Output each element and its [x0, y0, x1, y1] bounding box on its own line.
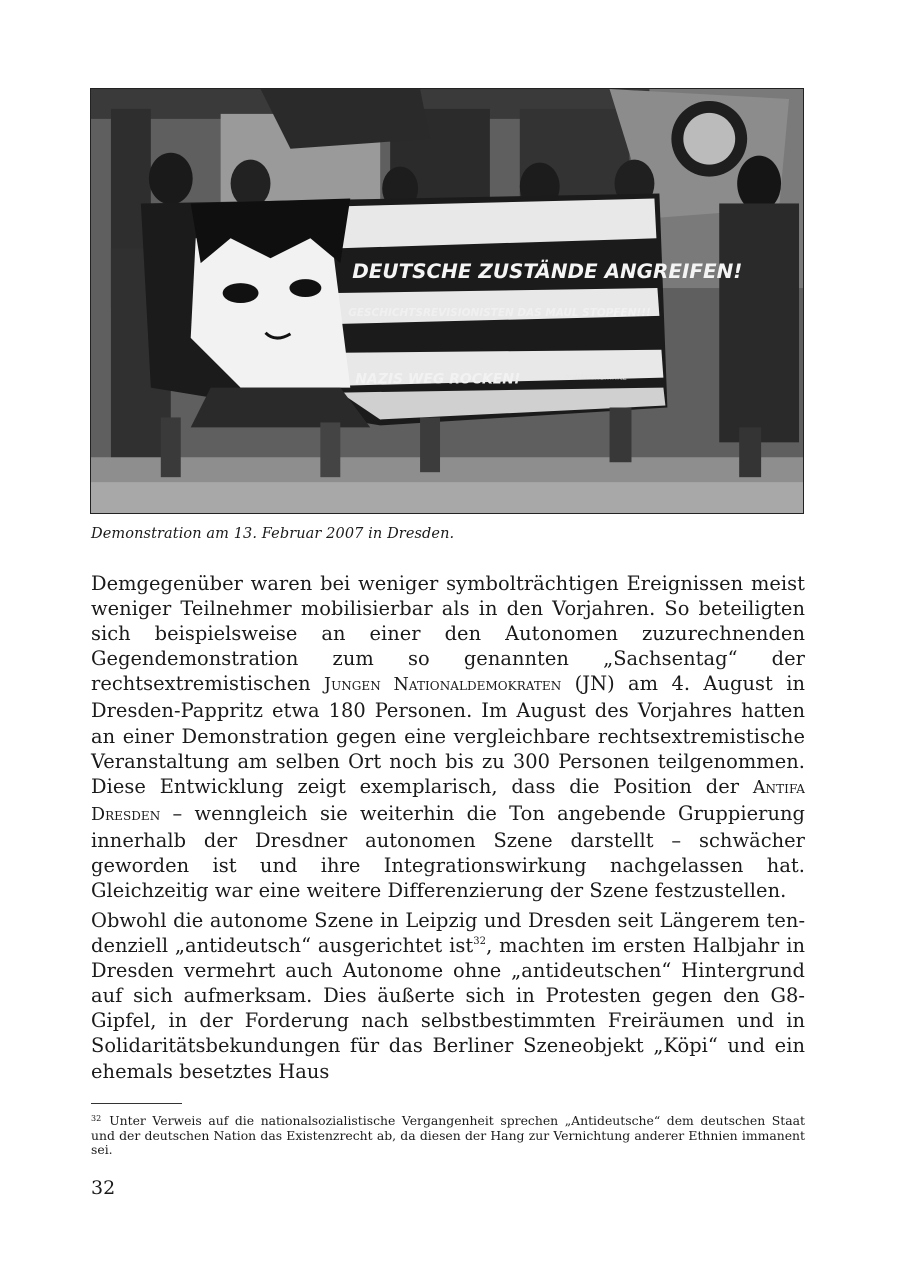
page-number: 32	[91, 1177, 116, 1199]
banner-text-1: DEUTSCHE ZUSTÄNDE ANGREIFEN!	[352, 260, 743, 284]
footnote-number: 32	[91, 1114, 102, 1123]
footnote	[91, 1112, 805, 1158]
footnote-divider	[91, 1103, 182, 1104]
banner-text-2: GESCHICHTSREVISIONISTEN DAS MAUL STOPFEN!!!	[348, 306, 651, 319]
org-name-jn: Jungen Nationaldemokraten	[324, 675, 562, 696]
banner-text-3: NAZIS WEG ROCKEN!	[355, 371, 521, 388]
paragraph-2-text-a: Obwohl die autonome Szene in Leipzig und Dresden seit Längerem tendenziell „antideutsch“ ausgerichtet ist	[91, 909, 805, 958]
footnote-reference[interactable]: 32	[473, 936, 487, 948]
footnote-text: Unter Verweis auf die nationalsozialistische Vergangenheit sprechen „Antideutsche“ dem deutschen Staat und der deutschen Nation das Existenzrecht ab, da diesen der Hang zur Vernichtung anderer Ethnien immanent sei.	[91, 1113, 805, 1157]
paragraph-1-text-c: – wenngleich sie weiterhin die Ton angebende Gruppierung innerhalb der Dresdner autonomen Szene darstellt – schwächer geworden ist und ihre Integrationswirkung nachgelassen hat. Gleichzeitig war eine weitere Differenzierung der Szene festzustellen.	[91, 801, 805, 903]
photo-caption: Demonstration am 13. Februar 2007 in Dresden.	[91, 526, 455, 542]
body-paragraph-2	[91, 908, 805, 1084]
paragraph-1-text-a: Demgegenüber waren bei weniger symbolträchtigen Ereignissen meist weniger Teilnehmer mobilisierbar als in den Vorjahren. So beteiligten sich beispielsweise an einer den Autonomen zuzurechnenden Gegendemonstration zum so genannten „Sachsentag“ der rechtsextremistischen	[91, 572, 805, 696]
photo-illustration	[91, 89, 803, 513]
demonstration-photo	[90, 88, 804, 514]
body-paragraph-1	[91, 571, 805, 903]
banner-signature: antifa chemnitz	[564, 372, 627, 382]
paragraph-2-text-b: , machten im ersten Halbjahr in Dresden vermehrt auch Autonome ohne „antideutschen“ Hintergrund auf sich aufmerksam. Dies äußerte sich in Protesten gegen den G8-Gipfel, in der Forderung nach selbstbestimmten Freiräumen und in Solidaritätsbekundungen für das Berliner Szeneobjekt „Köpi“ und ein ehemals besetztes Haus	[91, 934, 806, 1083]
org-name-antifa: Antifa Dresden	[91, 777, 805, 825]
paragraph-1-text-b: (JN) am 4. August in Dresden-Pappritz etwa 180 Personen. Im August des Vorjahres hatten an einer Demonstration gegen eine vergleichbare rechtsextremistische Veranstaltung am selben Ort noch bis zu 300 Personen teilgenommen. Diese Entwicklung zeigt exemplarisch, dass die Position der	[91, 672, 806, 798]
